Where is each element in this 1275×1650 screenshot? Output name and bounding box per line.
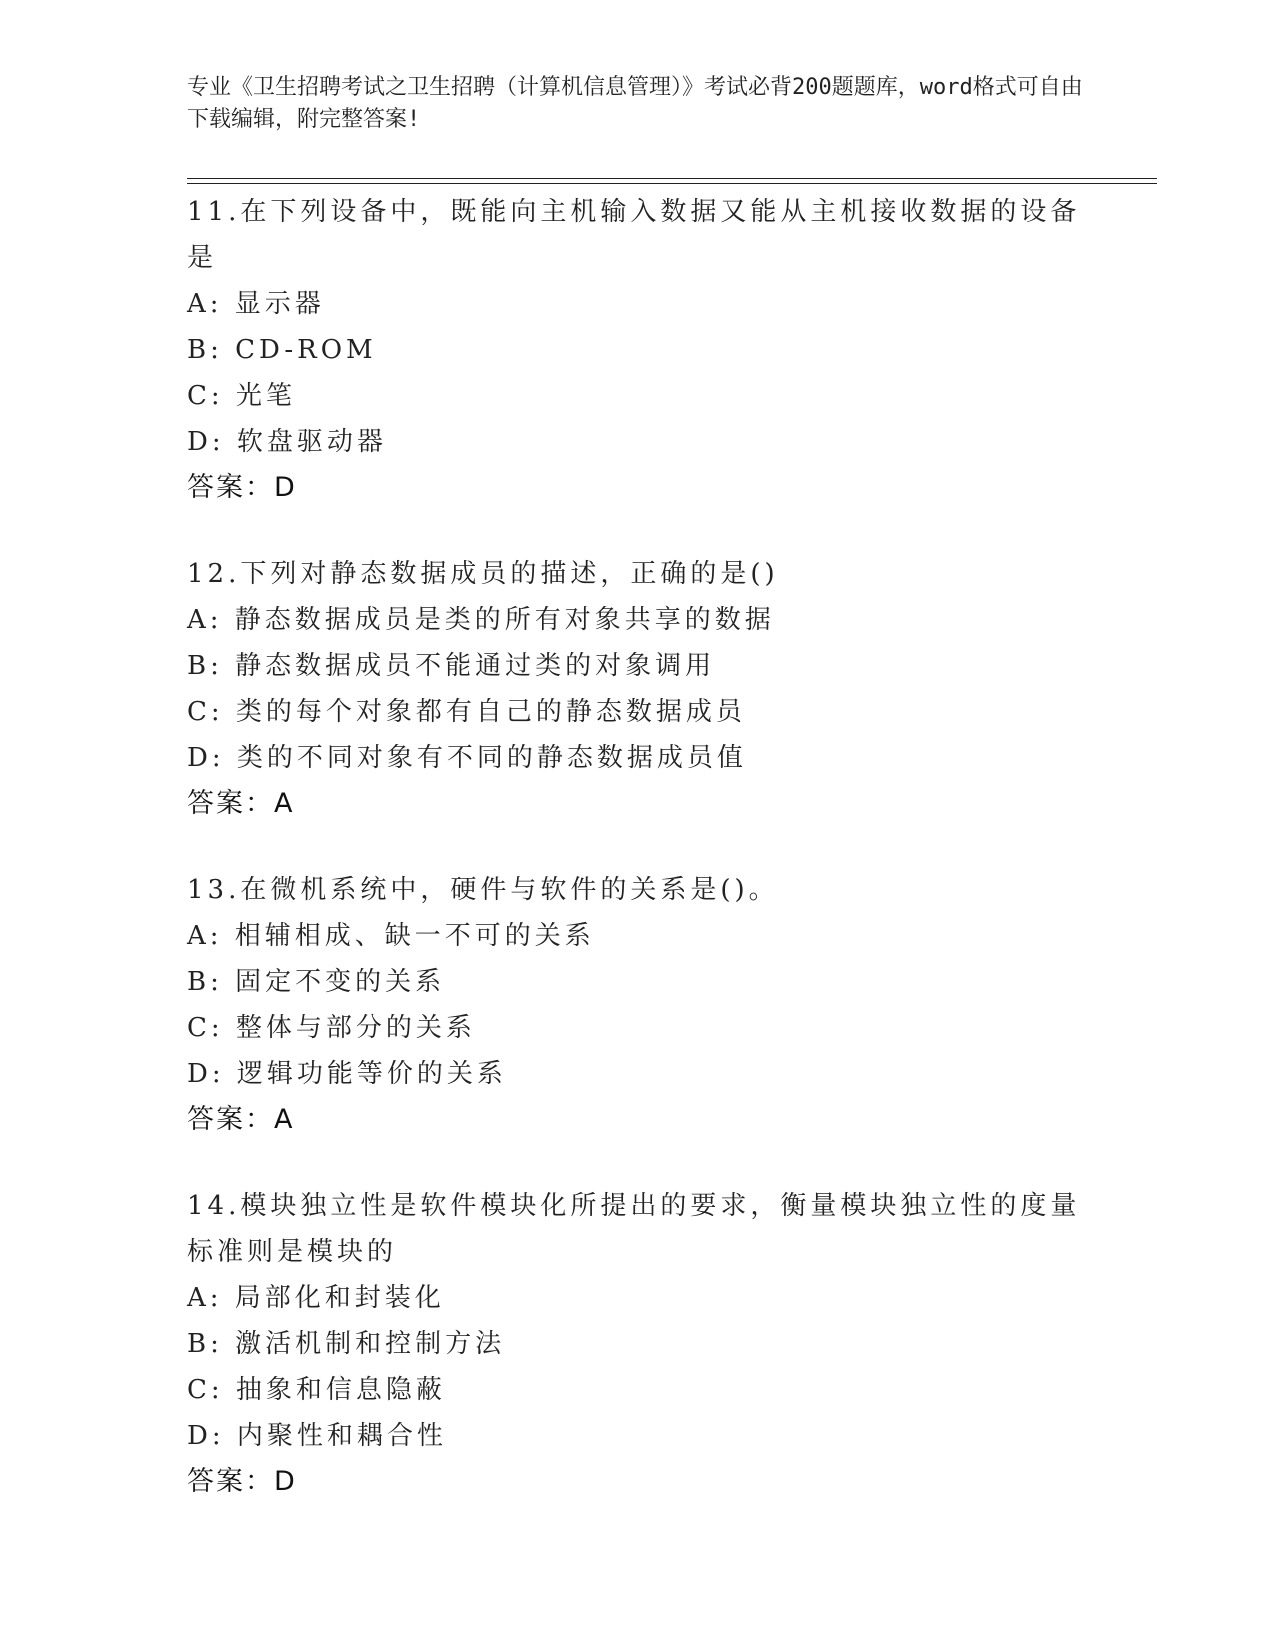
question-stem: 11.在下列设备中，既能向主机输入数据又能从主机接收数据的设备是 [187, 197, 1081, 273]
answer-label: 答案：D [187, 472, 297, 503]
option-a: A: 显示器 [187, 289, 325, 319]
question-14 [187, 1183, 1087, 1505]
header-divider-bottom [187, 183, 1157, 184]
answer-label: 答案：A [187, 1104, 295, 1135]
option-a: A: 局部化和封装化 [187, 1283, 445, 1313]
option-d: D: 逻辑功能等价的关系 [187, 1059, 507, 1089]
question-list [187, 189, 1087, 1545]
answer-label: 答案：A [187, 788, 295, 819]
option-a: A: 相辅相成、缺一不可的关系 [187, 921, 595, 951]
question-11 [187, 189, 1087, 511]
document-intro: 专业《卫生招聘考试之卫生招聘（计算机信息管理）》考试必背200题题库，word格式可自由下载编辑，附完整答案! [187, 75, 1083, 132]
option-c: C: 光笔 [187, 381, 296, 411]
question-stem: 13.在微机系统中，硬件与软件的关系是()。 [187, 875, 779, 905]
question-13 [187, 867, 1087, 1143]
option-b: B: 激活机制和控制方法 [187, 1329, 506, 1359]
question-stem: 14.模块独立性是软件模块化所提出的要求，衡量模块独立性的度量标准则是模块的 [187, 1191, 1081, 1267]
option-b: B: 固定不变的关系 [187, 967, 446, 997]
answer-label: 答案：D [187, 1466, 297, 1497]
option-c: C: 类的每个对象都有自己的静态数据成员 [187, 697, 746, 727]
question-stem: 12.下列对静态数据成员的描述，正确的是() [187, 559, 779, 589]
question-12 [187, 551, 1087, 827]
option-b: B: CD-ROM [187, 335, 377, 365]
option-d: D: 类的不同对象有不同的静态数据成员值 [187, 743, 747, 773]
option-d: D: 软盘驱动器 [187, 427, 387, 457]
option-d: D: 内聚性和耦合性 [187, 1421, 447, 1451]
option-c: C: 抽象和信息隐蔽 [187, 1375, 446, 1405]
option-c: C: 整体与部分的关系 [187, 1013, 476, 1043]
option-a: A: 静态数据成员是类的所有对象共享的数据 [187, 605, 775, 635]
option-b: B: 静态数据成员不能通过类的对象调用 [187, 651, 716, 681]
header-divider-top [187, 178, 1157, 179]
